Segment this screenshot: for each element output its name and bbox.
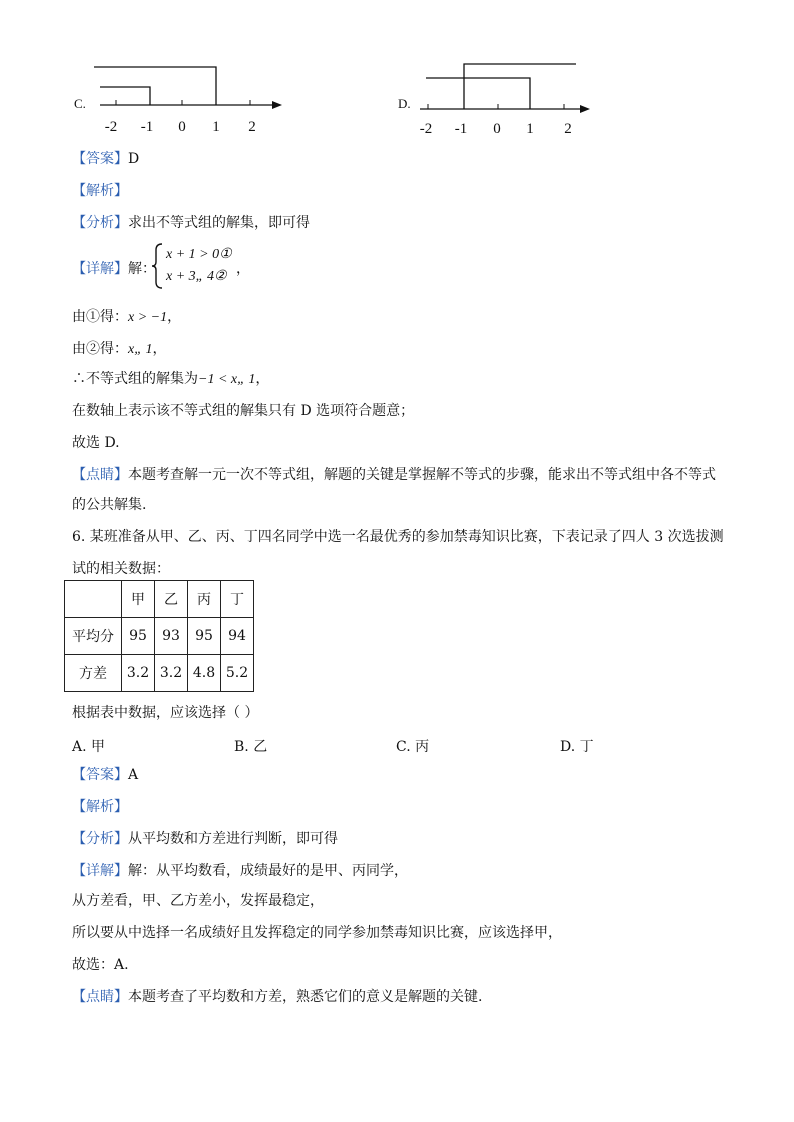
- jiexi-tag: 【解析】: [72, 799, 128, 815]
- q5-step2: [72, 340, 167, 359]
- answer-tag: 【答案】: [72, 767, 128, 783]
- option-c-tick-label: 0: [178, 119, 186, 135]
- table-cell: 3.2: [122, 655, 155, 692]
- table-header-cell: [65, 581, 122, 618]
- q5-step3: [72, 370, 269, 389]
- option-c-number-line-graphic: [90, 60, 290, 140]
- table-row: [65, 655, 254, 692]
- fenxi-tag: 【分析】: [72, 215, 128, 231]
- dianjing-text: 本题考查了平均数和方差，熟悉它们的意义是解题的关键.: [128, 989, 483, 1005]
- system-brace: [150, 242, 164, 294]
- q6-line3: 所以要从中选择一名成绩好且发挥稳定的同学参加禁毒知识比赛，应该选择甲，: [72, 925, 562, 941]
- q6-line2: 从方差看，甲、乙方差小，发挥最稳定，: [72, 893, 324, 909]
- q5-jiexi-line: [72, 182, 128, 200]
- table-cell: 95: [122, 618, 155, 655]
- xiangjie-text: 解：从平均数看，成绩最好的是甲、丙同学，: [128, 863, 408, 879]
- step2-prefix: 由②得：: [72, 341, 128, 357]
- table-cell: 4.8: [188, 655, 221, 692]
- option-d-tick-label: 1: [526, 121, 534, 137]
- jiexi-tag: 【解析】: [72, 183, 128, 199]
- q6-xiangjie-line: [72, 862, 408, 880]
- option-d-tick-label: 0: [493, 121, 501, 137]
- table-header-row: [65, 581, 254, 618]
- q5-dianjing-line2: 的公共解集.: [72, 497, 147, 513]
- q5-step5: 故选 D.: [72, 435, 120, 451]
- q6-stem-line1: 6. 某班准备从甲、乙、丙、丁四名同学中选一名最优秀的参加禁毒知识比赛，下表记录了四人 3 次选拔测: [72, 529, 724, 545]
- q5-step4: 在数轴上表示该不等式组的解集只有 D 选项符合题意；: [72, 403, 415, 419]
- answer-value: D: [128, 151, 140, 167]
- option-c-tick-label: -2: [104, 119, 118, 135]
- option-d-tick-label: 2: [564, 121, 572, 137]
- table-header-cell: 丙: [188, 581, 221, 618]
- xiangjie-prefix: 解：: [128, 261, 156, 277]
- option-d-number-line: [414, 60, 614, 140]
- data-table: [64, 580, 254, 692]
- choice-c: C. 丙: [396, 739, 430, 755]
- step3-suffix: ，: [255, 371, 270, 387]
- q6-stem-line2: 试的相关数据：: [72, 561, 170, 577]
- answer-tag: 【答案】: [72, 151, 128, 167]
- dianjing-tag: 【点睛】: [72, 467, 128, 483]
- option-c-tick-label: 1: [212, 119, 220, 135]
- fenxi-text: 从平均数和方差进行判断，即可得: [128, 831, 338, 847]
- q6-line4: 故选：A.: [72, 957, 129, 973]
- q6-question: 根据表中数据，应该选择（ ）: [72, 705, 259, 721]
- choice-a: A. 甲: [72, 739, 106, 755]
- step1-math: x > −1: [128, 310, 168, 325]
- q5-dianjing-line1: [72, 466, 716, 484]
- q6-jiexi-line: [72, 798, 128, 816]
- table-header-cell: 丁: [221, 581, 254, 618]
- fenxi-text: 求出不等式组的解集，即可得: [128, 215, 310, 231]
- table-cell: 94: [221, 618, 254, 655]
- table-cell: 95: [188, 618, 221, 655]
- option-c-label: C.: [74, 96, 86, 111]
- q5-xiangjie-line: [72, 260, 156, 278]
- choice-d: D. 丁: [560, 739, 594, 755]
- fenxi-tag: 【分析】: [72, 831, 128, 847]
- table-header-cell: 乙: [155, 581, 188, 618]
- table-cell: 方差: [65, 655, 122, 692]
- q6-answer-line: [72, 766, 138, 784]
- answer-value: A: [128, 767, 139, 783]
- option-d-tick-label: -1: [454, 121, 468, 137]
- table-row: [65, 618, 254, 655]
- left-brace-icon: [150, 242, 164, 290]
- xiangjie-tag: 【详解】: [72, 863, 128, 879]
- q5-answer-line: [72, 150, 139, 168]
- q5-fenxi-line: [72, 214, 310, 232]
- table-cell: 平均分: [65, 618, 122, 655]
- table-cell: 3.2: [155, 655, 188, 692]
- option-c-tick-label: 2: [248, 119, 256, 135]
- q6-fenxi-line: [72, 830, 338, 848]
- step3-prefix: ∴不等式组的解集为: [72, 371, 198, 387]
- table-cell: 5.2: [221, 655, 254, 692]
- dianjing-tag: 【点睛】: [72, 989, 128, 1005]
- dianjing-text: 本题考查解一元一次不等式组，解题的关键是掌握解不等式的步骤，能求出不等式组中各不等式: [128, 467, 716, 483]
- inequality-system: [166, 244, 232, 288]
- step1-prefix: 由①得：: [72, 309, 128, 325]
- option-d-number-line-graphic: [414, 60, 614, 140]
- choice-b: B. 乙: [234, 739, 268, 755]
- option-d-tick-label: -2: [419, 121, 433, 137]
- xiangjie-tag: 【详解】: [72, 261, 128, 277]
- table-header-cell: 甲: [122, 581, 155, 618]
- system-line-1: x + 1 > 0①: [166, 247, 232, 262]
- step2-suffix: ，: [152, 341, 167, 357]
- option-c-tick-label: -1: [140, 119, 154, 135]
- q5-step1: [72, 308, 181, 327]
- table-cell: 93: [155, 618, 188, 655]
- step3-math: −1 < x„ 1: [198, 372, 256, 387]
- q6-dianjing-line: [72, 988, 482, 1006]
- system-suffix: ，: [236, 261, 250, 277]
- step1-suffix: ，: [167, 309, 182, 325]
- system-line-2: x + 3„ 4②: [166, 269, 227, 284]
- step2-math: x„ 1: [128, 342, 153, 357]
- option-c-number-line: [90, 60, 290, 140]
- option-d-label: D.: [398, 96, 411, 111]
